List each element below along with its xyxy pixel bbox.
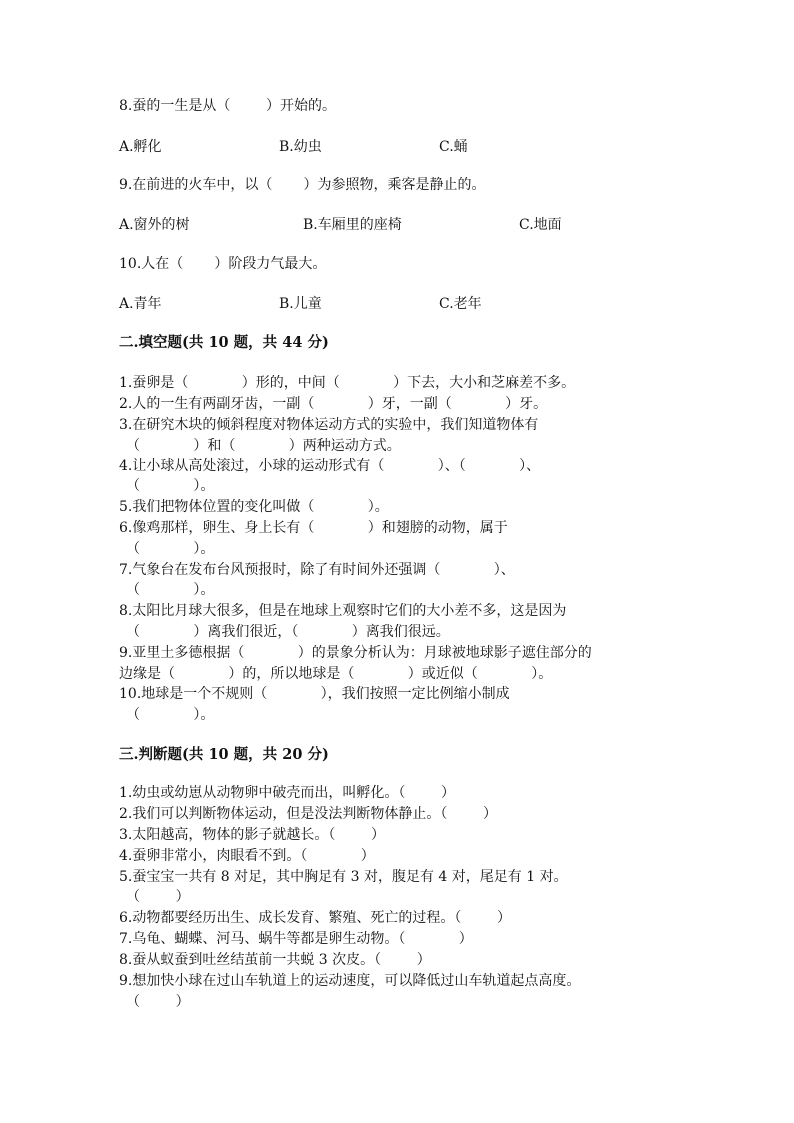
fill-line: 3.在研究木块的倾斜程度对物体运动方式的实验中，我们知道物体有 [119,417,539,433]
fill-line: 5.我们把物体位置的变化叫做（ ）。 [119,499,389,515]
fill-line: 7.气象台在发布台风预报时，除了有时间外还强调（ ）、 [119,562,515,578]
question-8-stem: 8.蚕的一生是从（ ）开始的。 [119,98,336,114]
question-8-option-c: C.蛹 [439,139,468,155]
fill-line: （ ）。 [126,582,215,598]
judge-line: 8.蚕从蚁蚕到吐丝结茧前一共蜕 3 次皮。（ ） [119,952,431,968]
judge-line: 3.太阳越高，物体的影子就越长。（ ） [119,827,385,843]
fill-line: 9.亚里土多德根据（ ）的景象分析认为：月球被地球影子遮住部分的 [119,645,592,661]
question-10-option-b: B.儿童 [279,296,322,312]
question-9-option-c: C.地面 [519,217,562,233]
fill-section-heading: 二.填空题(共 10 题，共 44 分) [119,334,329,351]
judge-line: （ ） [126,889,190,905]
question-10-option-c: C.老年 [439,296,482,312]
question-9-stem: 9.在前进的火车中，以（ ）为参照物，乘客是静止的。 [119,177,486,193]
judge-line: 5.蚕宝宝一共有 8 对足，其中胸足有 3 对，腹足有 4 对，尾足有 1 对。 [119,869,568,885]
judge-section-heading: 三.判断题(共 10 题，共 20 分) [119,746,329,763]
question-10-option-a: A.青年 [119,296,162,312]
judge-line: 2.我们可以判断物体运动，但是没法判断物体静止。（ ） [119,806,497,822]
fill-line: （ ）。 [126,707,215,723]
fill-line: 8.太阳比月球大很多，但是在地球上观察时它们的大小差不多，这是因为 [119,603,567,619]
judge-line: （ ） [126,994,190,1010]
fill-line: 6.像鸡那样，卵生、身上长有（ ）和翅膀的动物，属于 [119,520,508,536]
judge-line: 7.乌龟、蝴蝶、河马、蜗牛等都是卵生动物。（ ） [119,931,473,947]
question-9-option-b: B.车厢里的座椅 [303,217,402,233]
fill-line: （ ）离我们很近，（ ）离我们很远。 [126,624,450,640]
fill-line: 边缘是（ ）的，所以地球是（ ）或近似（ ）。 [119,666,553,682]
question-10-stem: 10.人在（ ）阶段力气最大。 [119,256,327,272]
fill-line: （ ）。 [126,478,215,494]
judge-line: 9.想加快小球在过山车轨道上的运动速度，可以降低过山车轨道起点高度。 [119,973,581,989]
question-9-option-a: A.窗外的树 [119,217,190,233]
fill-line: 10.地球是一个不规则（ ），我们按照一定比例缩小制成 [119,686,510,702]
fill-line: 2.人的一生有两副牙齿，一副（ ）牙，一副（ ）牙。 [119,396,548,412]
question-8-option-a: A.孵化 [119,139,162,155]
judge-line: 1.幼虫或幼崽从动物卵中破壳而出，叫孵化。（ ） [119,785,455,801]
fill-line: （ ）和（ ）两种运动方式。 [126,438,401,454]
fill-line: 1.蚕卵是（ ）形的，中间（ ）下去，大小和芝麻差不多。 [119,375,576,391]
fill-line: 4.让小球从高处滚过，小球的运动形式有（ ）、（ ）、 [119,458,541,474]
fill-line: （ ）。 [126,541,215,557]
question-8-option-b: B.幼虫 [279,139,322,155]
judge-line: 4.蚕卵非常小，肉眼看不到。（ ） [119,848,375,864]
judge-line: 6.动物都要经历出生、成长发育、繁殖、死亡的过程。（ ） [119,910,511,926]
